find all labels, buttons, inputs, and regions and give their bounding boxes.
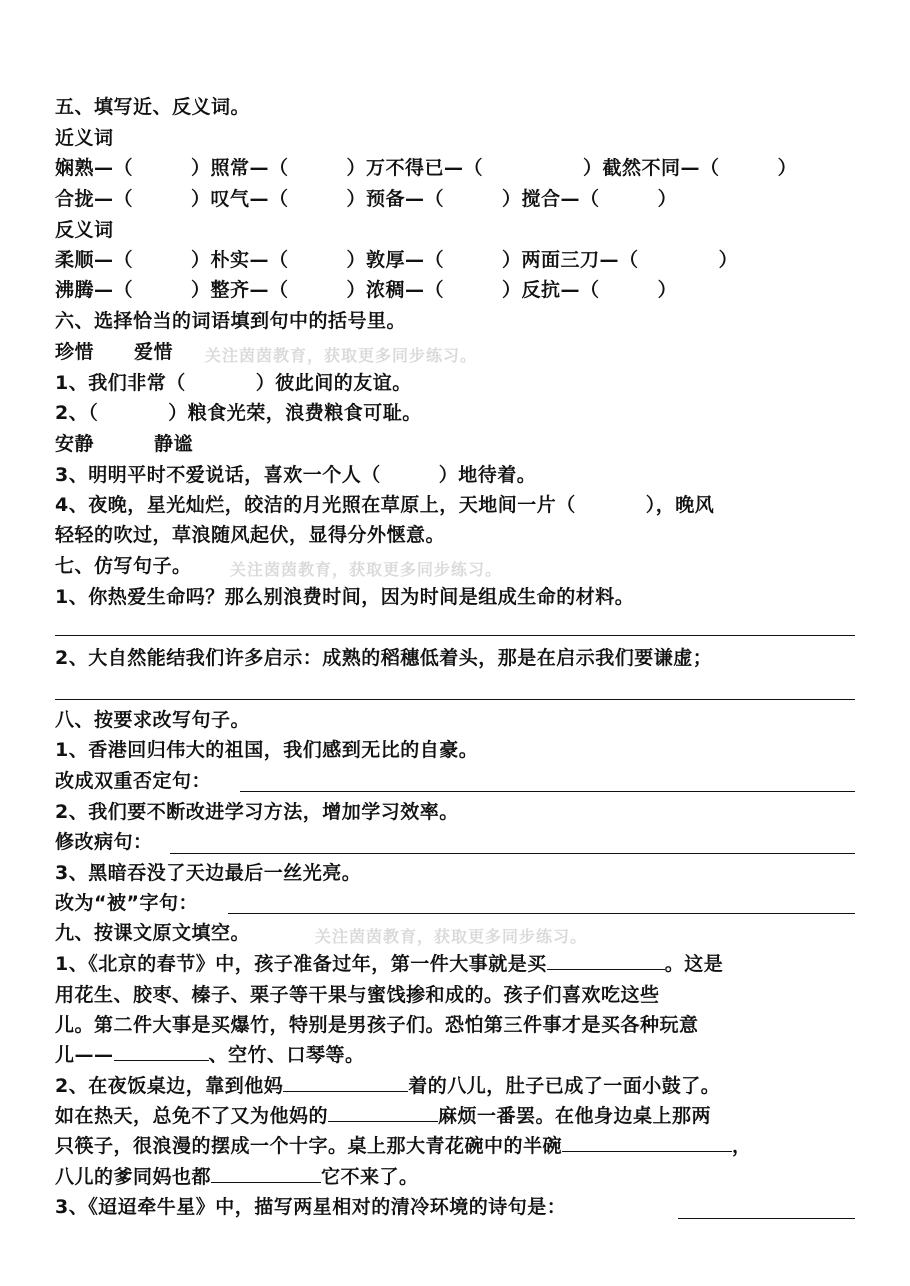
question-8-2: 2、我们要不断改进学习方法，增加学习效率。 (55, 801, 459, 823)
question-8-1: 1、香港回归伟大的祖国，我们感到无比的自豪。 (55, 739, 479, 761)
question-6-3: 3、明明平时不爱说话，喜欢一个人（ ）地待着。 (55, 464, 537, 486)
antonym-label: 反义词 (55, 219, 114, 241)
answer-line-8-2[interactable] (170, 853, 855, 854)
answer-line-7-1[interactable] (55, 635, 855, 636)
answer-line-8-3[interactable] (228, 913, 855, 914)
word-choice-pair-1: 珍惜 爱惜 (55, 341, 174, 363)
blank-9-1-b[interactable] (114, 1040, 209, 1061)
question-9-1-line-4: 儿—— 、空竹、口琴等。 (55, 1040, 860, 1070)
question-6-2: 2、（ ）粮食光荣，浪费粮食可耻。 (55, 402, 422, 424)
antonym-row-2: 沸腾—（ ）整齐—（ ）浓稠—（ ）反抗—（ ） (55, 279, 678, 301)
section-6-title: 六、选择恰当的词语填到句中的括号里。 (55, 310, 407, 332)
question-7-1: 1、你热爱生命吗？那么别浪费时间，因为时间是组成生命的材料。 (55, 586, 635, 608)
section-8-title: 八、按要求改写句子。 (55, 709, 251, 731)
blank-9-2-b[interactable] (328, 1101, 438, 1122)
question-9-2-line-1: 2、在夜饭桌边，靠到他妈 着的八儿，肚子已成了一面小鼓了。 (55, 1071, 860, 1101)
blank-9-2-c[interactable] (562, 1131, 732, 1152)
question-9-2-line-4: 八儿的爹同妈也都 它不来了。 (55, 1162, 860, 1192)
question-6-1: 1、我们非常（ ）彼此间的友谊。 (55, 372, 412, 394)
synonym-label: 近义词 (55, 127, 114, 149)
answer-line-9-3[interactable] (678, 1218, 855, 1219)
question-6-4-continued: 轻轻的吹过，草浪随风起伏，显得分外惬意。 (55, 524, 446, 546)
watermark: 关注茵茵教育，获取更多同步练习。 (315, 927, 588, 946)
question-9-1-line-3: 儿。第二件大事是买爆竹，特别是男孩子们。恐怕第三件事才是买各种玩意 (55, 1014, 699, 1036)
blank-9-2-d[interactable] (211, 1162, 321, 1183)
blank-9-2-a[interactable] (283, 1071, 408, 1092)
section-7-title: 七、仿写句子。 (55, 555, 192, 577)
synonym-row-1: 娴熟—（ ）照常—（ ）万不得已—（ ）截然不同—（ ） (55, 157, 798, 179)
question-9-3: 3、《迢迢牵牛星》中，描写两星相对的清冷环境的诗句是： (55, 1196, 567, 1218)
section-9-title: 九、按课文原文填空。 (55, 922, 251, 944)
task-8-2: 修改病句： (55, 831, 153, 853)
question-8-3: 3、黑暗吞没了天边最后一丝光亮。 (55, 862, 362, 884)
section-5-title: 五、填写近、反义词。 (55, 96, 251, 118)
watermark: 关注茵茵教育，获取更多同步练习。 (230, 560, 503, 579)
answer-line-7-2[interactable] (55, 699, 855, 700)
task-8-1: 改成双重否定句： (55, 770, 212, 792)
question-7-2: 2、大自然能结我们许多启示：成熟的稻穗低着头，那是在启示我们要谦虚； (55, 647, 713, 669)
question-9-1-line-1: 1、《北京的春节》中，孩子准备过年，第一件大事就是买 。这是 (55, 949, 860, 979)
task-8-3: 改为“被”字句： (55, 892, 198, 914)
question-9-2-line-3: 只筷子，很浪漫的摆成一个十字。桌上那大青花碗中的半碗 ， (55, 1131, 860, 1161)
word-choice-pair-2: 安静 静谧 (55, 433, 194, 455)
answer-line-8-1[interactable] (240, 791, 855, 792)
antonym-row-1: 柔顺—（ ）朴实—（ ）敦厚—（ ）两面三刀—（ ） (55, 249, 739, 271)
question-9-2-line-2: 如在热天，总免不了又为他妈的 麻烦一番罢。在他身边桌上那两 (55, 1101, 860, 1131)
question-9-1-line-2: 用花生、胶枣、榛子、栗子等干果与蜜饯掺和成的。孩子们喜欢吃这些 (55, 984, 660, 1006)
synonym-row-2: 合拢—（ ）叹气—（ ）预备—（ ）搅合—（ ） (55, 188, 678, 210)
blank-9-1-a[interactable] (547, 949, 665, 970)
watermark: 关注茵茵教育，获取更多同步练习。 (205, 346, 478, 365)
question-6-4: 4、夜晚，星光灿烂，皎洁的月光照在草原上，天地间一片（ ），晚风 (55, 494, 715, 516)
